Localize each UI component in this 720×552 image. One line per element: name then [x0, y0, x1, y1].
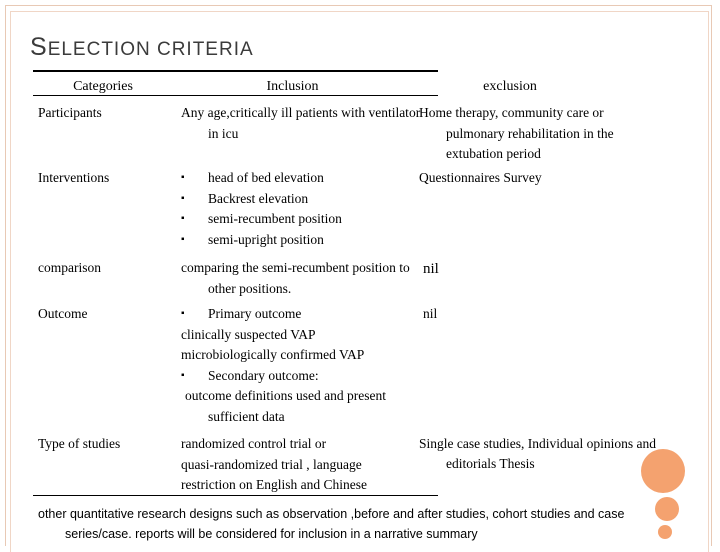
title-rest: ELECTION CRITERIA [47, 39, 254, 60]
header-exclusion: exclusion [483, 79, 537, 94]
inclusion-type-of-studies [181, 434, 409, 496]
exclusion-outcome: nil [423, 306, 438, 321]
list-item: outcome definitions used and present sufficient data [185, 388, 386, 424]
inclusion-comparison: comparing the semi-recumbent position to other positions. [181, 260, 410, 296]
bullet-icon: ▪ [181, 213, 185, 224]
list-item: microbiologically confirmed VAP [181, 347, 365, 362]
exclusion-participants: Home therapy, community care or pulmonary rehabilitation in the extubation period [419, 105, 614, 161]
footer-note [38, 504, 638, 544]
title-initial: S [30, 33, 48, 61]
inclusion-participants: Any age,critically ill patients with ventilator in icu [181, 105, 421, 141]
bullet-icon: ▪ [181, 172, 185, 183]
inclusion-interventions-list [181, 168, 406, 250]
category-type-of-studies: Type of studies [38, 436, 121, 451]
bullet-icon: ▪ [181, 369, 185, 381]
inclusion-outcome [181, 304, 409, 427]
list-item: clinically suspected VAP [181, 326, 316, 342]
list-item [181, 366, 409, 387]
list-item: quasi-randomized trial , language [181, 456, 362, 472]
bullet-icon: ▪ [181, 192, 185, 204]
table-top-rule [33, 70, 438, 72]
header-inclusion: Inclusion [266, 79, 319, 94]
exclusion-comparison: nil [423, 261, 439, 277]
list-item [181, 230, 406, 251]
list-item-label: semi-recumbent position [208, 211, 342, 226]
list-item [181, 304, 409, 325]
list-item-label: Primary outcome [208, 306, 302, 321]
list-item [181, 189, 406, 210]
category-outcome: Outcome [38, 306, 88, 321]
exclusion-type-of-studies: Single case studies, Individual opinions and editorials Thesis [419, 436, 656, 471]
list-item [181, 209, 406, 230]
category-interventions: Interventions [38, 170, 110, 185]
footer-line-2: series/case. reports will be considered for inclusion in a narrative summary [65, 527, 478, 541]
list-item-label: head of bed elevation [208, 170, 324, 185]
list-item: randomized control trial or [181, 436, 327, 451]
decor-circle-small [658, 525, 672, 539]
slide-title [30, 33, 254, 62]
category-participants: Participants [38, 105, 102, 120]
list-item-label: Backrest elevation [208, 190, 309, 206]
list-item-label: semi-upright position [208, 231, 324, 247]
bullet-icon: ▪ [181, 308, 185, 319]
category-comparison: comparison [38, 260, 101, 275]
decor-circle-medium [655, 497, 679, 521]
list-item [181, 168, 406, 189]
exclusion-interventions: Questionnaires Survey [419, 170, 542, 185]
footer-line-1: other quantitative research designs such as observation ,before and after studies, cohort studies and case [38, 507, 625, 521]
bullet-icon: ▪ [181, 233, 185, 245]
list-item: restriction on English and Chinese [181, 477, 367, 492]
list-item-label: Secondary outcome: [208, 367, 319, 383]
header-categories: Categories [73, 79, 133, 94]
